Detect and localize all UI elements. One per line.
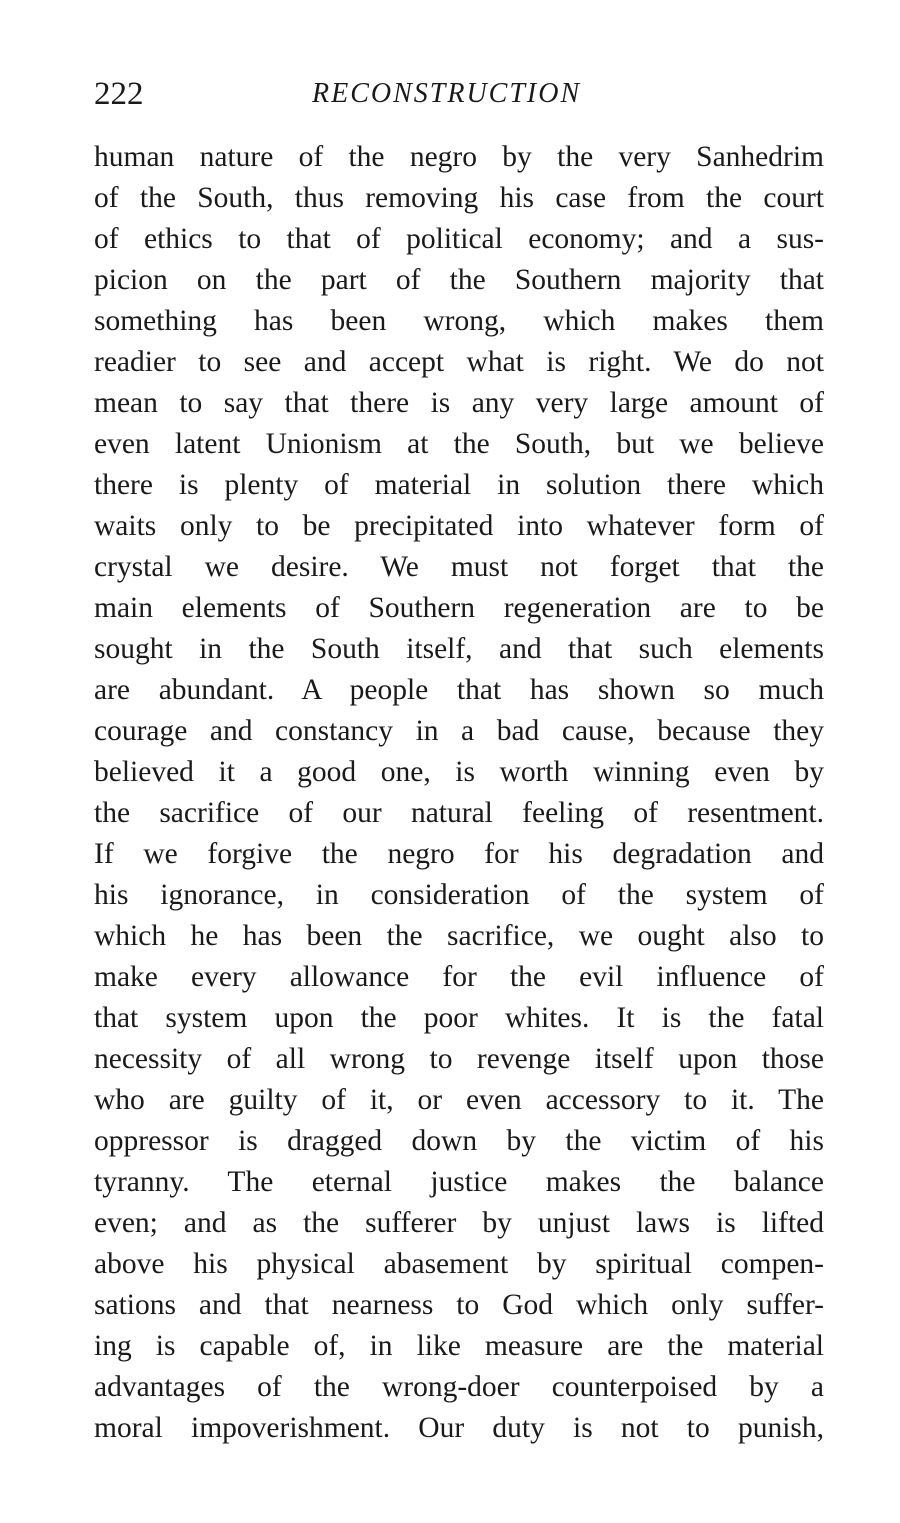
text-line: sought in the South itself, and that such elements	[94, 633, 824, 665]
text-line: there is plenty of material in solution there which	[94, 469, 824, 501]
text-line: are abundant. A people that has shown so much	[94, 674, 824, 706]
text-line: believed it a good one, is worth winning even by	[94, 756, 824, 788]
text-line: even; and as the sufferer by unjust laws is lifted	[94, 1207, 824, 1239]
text-line: ing is capable of, in like measure are the material	[94, 1330, 824, 1362]
text-line: tyranny. The eternal justice makes the balance	[94, 1166, 824, 1198]
text-line: main elements of Southern regeneration are to be	[94, 592, 824, 624]
text-line: crystal we desire. We must not forget that the	[94, 551, 824, 583]
page-number: 222	[94, 76, 144, 112]
text-line: even latent Unionism at the South, but we believe	[94, 428, 824, 460]
text-line: necessity of all wrong to revenge itself upon those	[94, 1043, 824, 1075]
text-line: moral impoverishment. Our duty is not to punish,	[94, 1412, 824, 1444]
text-line: make every allowance for the evil influence of	[94, 961, 824, 993]
body-text	[94, 137, 824, 1449]
text-line: human nature of the negro by the very Sanhedrim	[94, 141, 824, 173]
running-head	[94, 72, 814, 116]
text-line: oppressor is dragged down by the victim of his	[94, 1125, 824, 1157]
text-line: picion on the part of the Southern majority that	[94, 264, 824, 296]
text-line: mean to say that there is any very large amount of	[94, 387, 824, 419]
text-line: that system upon the poor whites. It is the fatal	[94, 1002, 824, 1034]
text-line: which he has been the sacrifice, we ought also to	[94, 920, 824, 952]
text-line: his ignorance, in consideration of the system of	[94, 879, 824, 911]
text-line: sations and that nearness to God which only suffer-	[94, 1289, 824, 1321]
text-line: who are guilty of it, or even accessory to it. The	[94, 1084, 824, 1116]
text-line: courage and constancy in a bad cause, because they	[94, 715, 824, 747]
text-line: waits only to be precipitated into whatever form of	[94, 510, 824, 542]
text-line: something has been wrong, which makes them	[94, 305, 824, 337]
running-title: RECONSTRUCTION	[312, 78, 582, 109]
text-line: If we forgive the negro for his degradation and	[94, 838, 824, 870]
text-line: advantages of the wrong-doer counterpoised by a	[94, 1371, 824, 1403]
text-line: above his physical abasement by spiritual compen-	[94, 1248, 824, 1280]
text-line: readier to see and accept what is right. We do not	[94, 346, 824, 378]
text-line: of the South, thus removing his case from the court	[94, 182, 824, 214]
text-line: of ethics to that of political economy; and a sus-	[94, 223, 824, 255]
text-line: the sacrifice of our natural feeling of resentment.	[94, 797, 824, 829]
